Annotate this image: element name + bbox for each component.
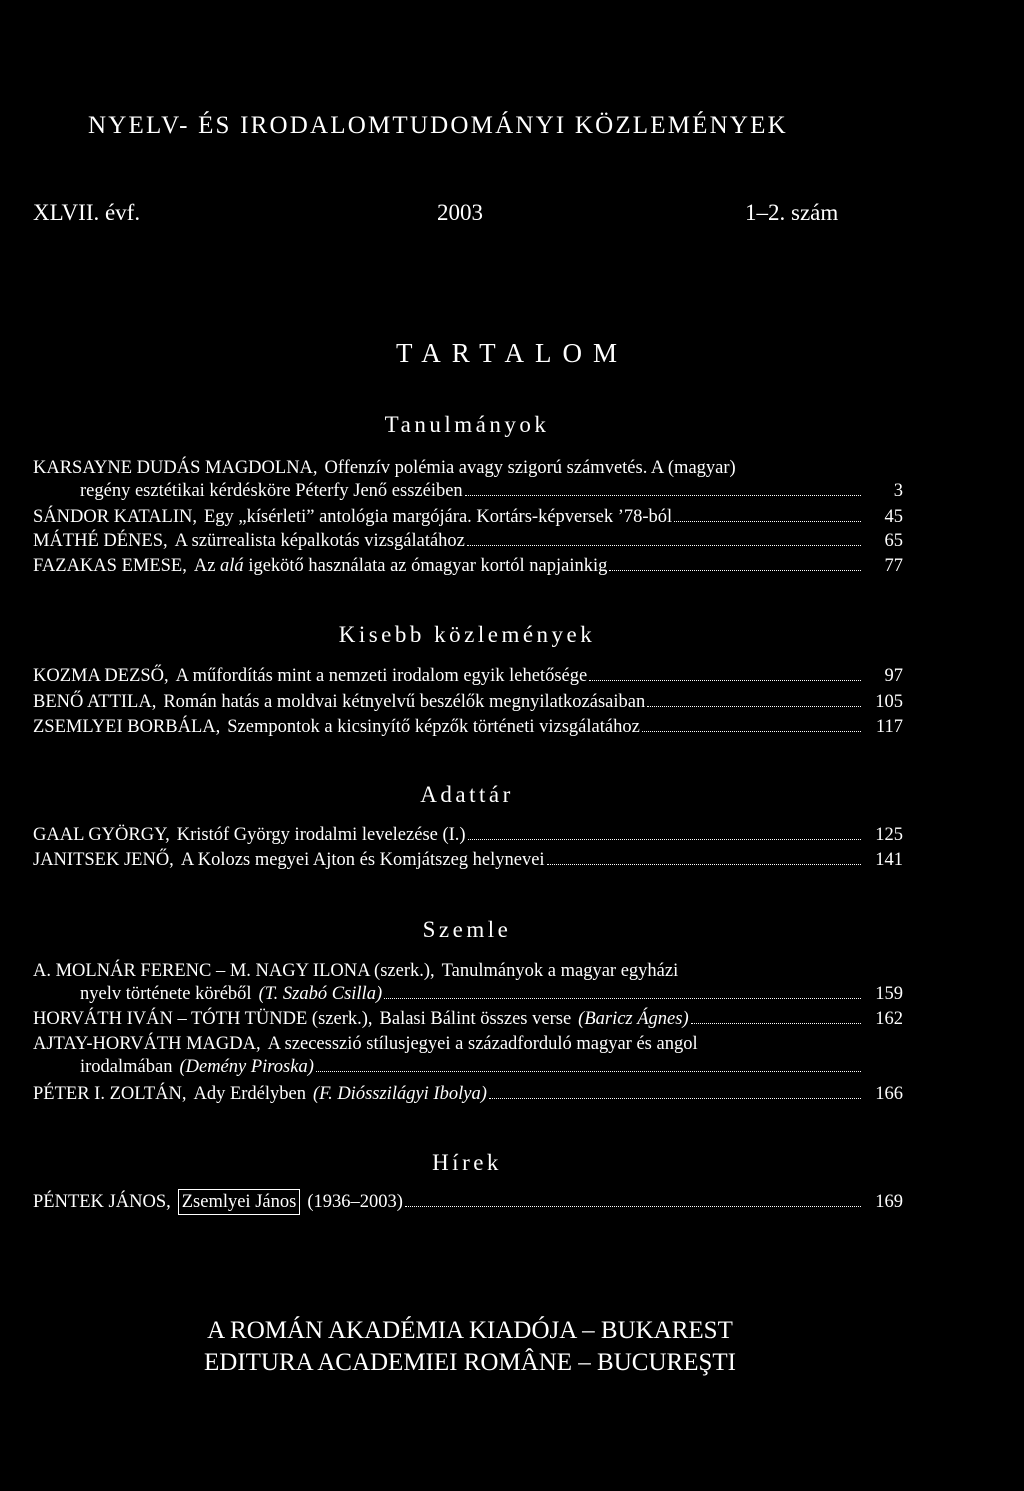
dot-leader [316,1057,861,1072]
entry-title: regény esztétikai kérdésköre Péterfy Jenő esszéiben [80,481,463,501]
entry-title: Ady Erdélyben [193,1084,306,1104]
entry-author: KOZMA DEZSŐ, [33,666,169,686]
entry-page: 105 [875,692,903,712]
entry-title: Offenzív polémia avagy szigorú számvetés. A (magyar) [324,458,736,478]
issue-label: 1–2. szám [745,200,839,225]
entry-title: irodalmában [80,1057,173,1077]
entry-author: PÉNTEK JÁNOS, [33,1192,171,1212]
entry-title: A szecesszió stílusjegyei a századforduló magyar és angol [267,1034,698,1054]
toc-entry [33,824,903,847]
dot-leader [674,507,861,522]
entry-page: 141 [875,850,903,870]
dot-leader [589,666,861,681]
contents-title: TARTALOM [395,338,629,368]
entry-title: Román hatás a moldvai kétnyelvű beszélők megnyilatkozásaiban [163,692,646,712]
section-title-szemle: Szemle [422,917,512,942]
dot-leader [647,692,861,707]
toc-entry [33,1033,903,1079]
dot-leader [467,531,861,546]
entry-reviewer: (Baricz Ágnes) [578,1009,689,1029]
entry-title: A szürrealista képalkotás vizsgálatához [174,531,465,551]
entry-page: 117 [875,717,903,737]
dot-leader [642,717,861,732]
entry-author: MÁTHÉ DÉNES, [33,531,168,551]
entry-page: 45 [884,507,903,527]
dot-leader [489,1084,861,1099]
toc-entry [33,716,903,739]
boxed-name: Zsemlyei János [178,1189,301,1215]
entry-title: Egy „kísérleti” antológia margójára. Kortárs-képversek ’78-ból [204,507,673,527]
entry-author: BENŐ ATTILA, [33,692,157,712]
publisher-line-1: A ROMÁN AKADÉMIA KIADÓJA – BUKAREST [207,1317,733,1344]
toc-entry [33,849,903,872]
toc-entry [33,960,903,1006]
entry-title: nyelv története köréből [80,984,252,1004]
toc-entry [33,665,903,688]
entry-reviewer: (F. Diósszilágyi Ibolya) [313,1084,487,1104]
entry-reviewer: (Demény Piroska) [179,1057,314,1077]
entry-author: JANITSEK JENŐ, [33,850,174,870]
dot-leader [547,850,861,865]
volume-label: XLVII. évf. [33,200,141,225]
entry-page: 3 [893,481,903,501]
toc-entry [33,1008,903,1031]
entry-author: HORVÁTH IVÁN – TÓTH TÜNDE (szerk.), [33,1009,373,1029]
toc-entry [33,1083,903,1106]
entry-page: 65 [884,531,903,551]
dot-leader [465,481,861,496]
dot-leader [691,1009,861,1024]
toc-entry [33,555,903,578]
section-title-hirek: Hírek [432,1150,502,1175]
entry-author: KARSAYNE DUDÁS MAGDOLNA, [33,458,318,478]
dot-leader [405,1192,861,1207]
entry-author: ZSEMLYEI BORBÁLA, [33,717,221,737]
year-label: 2003 [437,200,483,225]
entry-page: 159 [875,984,903,1004]
entry-author: A. MOLNÁR FERENC – M. NAGY ILONA (szerk.), [33,961,435,981]
journal-title: NYELV- ÉS IRODALOMTUDOMÁNYI KÖZLEMÉNYEK [88,112,788,139]
entry-title: Szempontok a kicsinyítő képzők történeti vizsgálatához [227,717,640,737]
entry-title: Kristóf György irodalmi levelezése (I.) [176,825,466,845]
entry-author: PÉTER I. ZOLTÁN, [33,1084,187,1104]
entry-title: A műfordítás mint a nemzeti irodalom egyik lehetősége [175,666,588,686]
entry-page: 125 [875,825,903,845]
entry-page: 97 [884,666,903,686]
entry-title: Balasi Bálint összes verse [379,1009,572,1029]
entry-page: 77 [884,556,903,576]
dot-leader [384,984,861,999]
toc-entry [33,691,903,714]
publisher-line-2: EDITURA ACADEMIEI ROMÂNE – BUCUREŞTI [204,1349,736,1376]
section-title-adattar: Adattár [420,782,514,807]
entry-page: 169 [875,1192,903,1212]
entry-page: 166 [875,1084,903,1104]
entry-title: Tanulmányok a magyar egyházi [441,961,679,981]
dot-leader [609,556,861,571]
toc-entry [33,457,903,503]
dot-leader [468,825,861,840]
toc-entry [33,1189,903,1217]
section-title-tanulmanyok: Tanulmányok [384,412,550,437]
section-title-kisebb-kozlemenyek: Kisebb közlemények [338,622,596,647]
entry-title: Az alá igekötő használata az ómagyar kortól napjainkig [193,556,608,576]
entry-title: A Kolozs megyei Ajton és Komjátszeg helynevei [180,850,545,870]
entry-author: GAAL GYÖRGY, [33,825,170,845]
entry-reviewer: (T. Szabó Csilla) [258,984,383,1004]
entry-author: SÁNDOR KATALIN, [33,507,197,527]
entry-page: 162 [875,1009,903,1029]
entry-years: (1936–2003) [307,1192,403,1212]
toc-entry [33,506,903,529]
entry-author: FAZAKAS EMESE, [33,556,187,576]
entry-author: AJTAY-HORVÁTH MAGDA, [33,1034,261,1054]
toc-entry [33,530,903,553]
